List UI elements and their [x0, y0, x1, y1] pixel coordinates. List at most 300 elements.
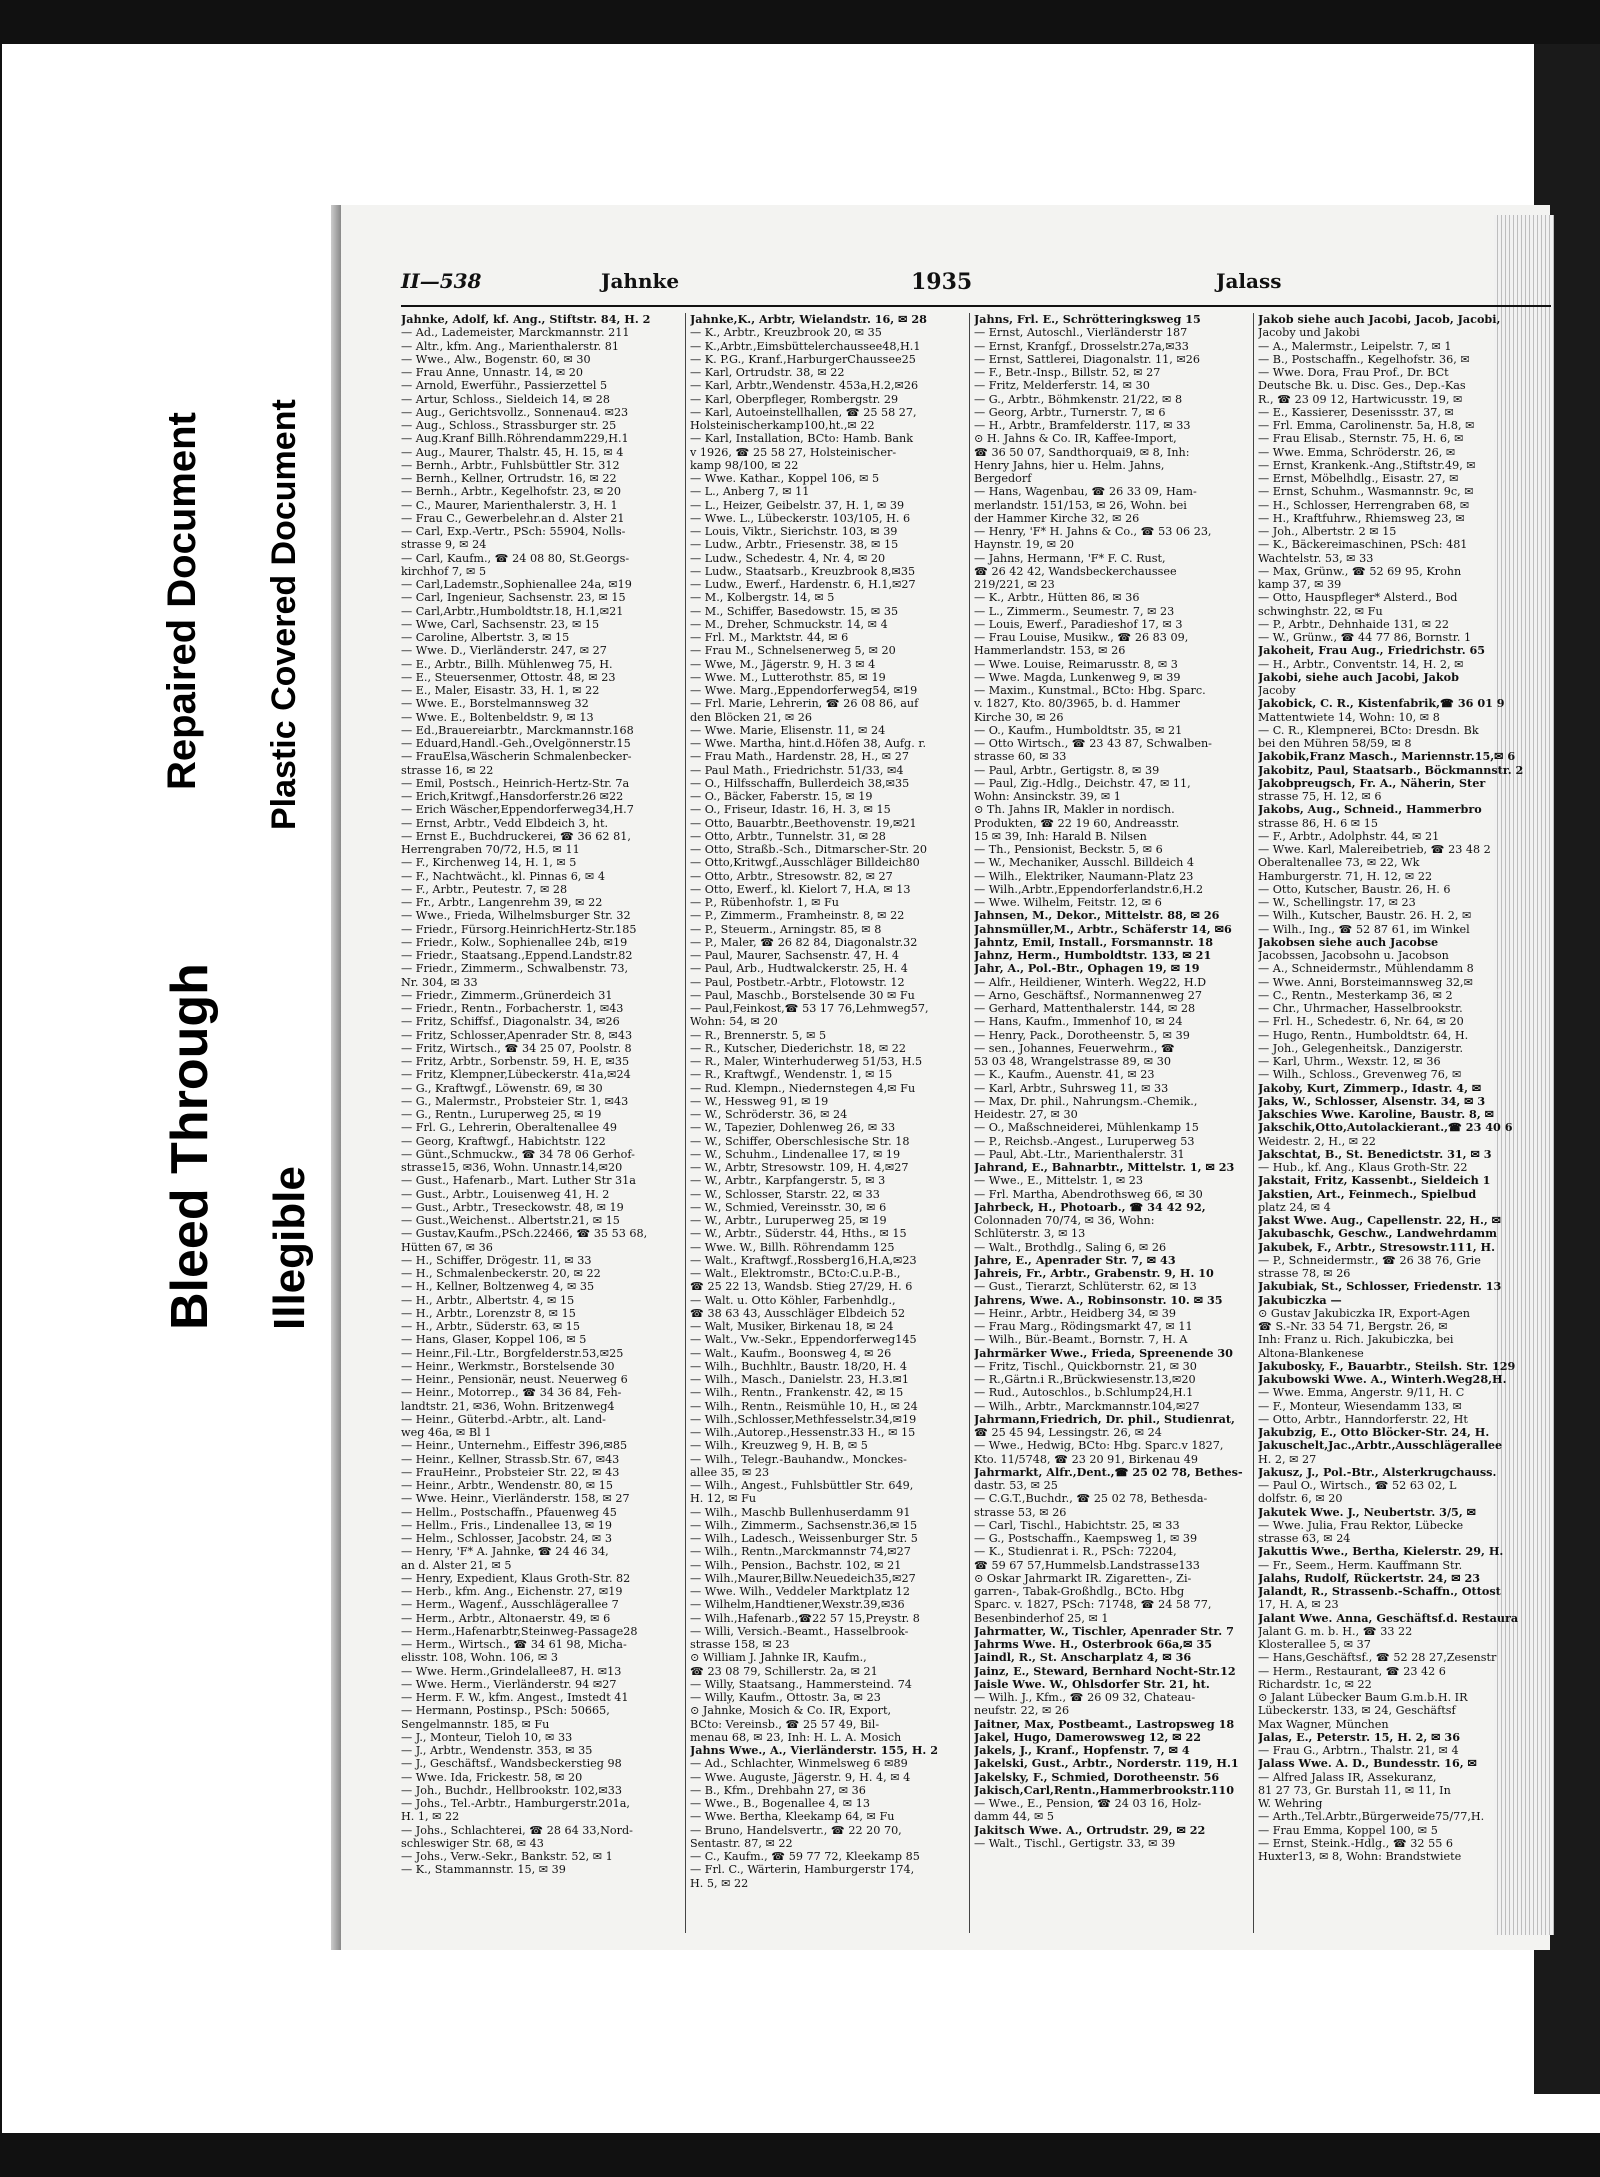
directory-entry: — W., Arbtr, Stresowstr. 109, H. 4,✉27	[690, 1161, 909, 1174]
directory-entry: — Walt, Musiker, Birkenau 18, ✉ 24	[690, 1320, 894, 1333]
directory-entry: — Th., Pensionist, Beckstr. 5, ✉ 6	[974, 843, 1163, 856]
directory-entry: Holsteinischerkamp100,ht.,✉ 22	[690, 419, 875, 432]
directory-entry: — Hans, Glaser, Koppel 106, ✉ 5	[401, 1333, 587, 1347]
directory-entry: — Fritz, Wirtsch., ☎ 34 25 07, Poolstr. 8	[401, 1041, 632, 1055]
directory-entry: Jakitsch Wwe. A., Ortrudstr. 29, ✉ 22	[974, 1823, 1206, 1837]
directory-entry: Max Wagner, München	[1258, 1717, 1389, 1731]
directory-entry: — P., Reichsb.-Angest., Luruperweg 53	[974, 1134, 1195, 1148]
directory-entry: — Aug.Kranf Billh.Röhrendamm229,H.1	[401, 432, 629, 446]
directory-entry: — Hugo, Rentn., Humboldtstr. 64, H.	[1258, 1028, 1469, 1042]
directory-entry: — Wwe. M., Lutterothstr. 85, ✉ 19	[690, 670, 886, 684]
directory-entry: Jaitner, Max, Postbeamt., Lastropsweg 18	[974, 1717, 1235, 1731]
directory-entry: 53 03 48, Wrangelstrasse 89, ✉ 30	[974, 1055, 1171, 1068]
scanner-top-border	[0, 0, 1600, 44]
directory-entry: Jaisle Wwe. W., Ohlsdorfer Str. 21, ht.	[974, 1677, 1210, 1691]
directory-entry: Jahrmarkt, Alfr.,Dent.,☎ 25 02 78, Bethes-	[974, 1465, 1243, 1479]
directory-entry: — Wwe. Emma, Angerstr. 9/11, H. C	[1258, 1386, 1465, 1400]
directory-entry: — W., Arbtr., Süderstr. 44, Hths., ✉ 15	[690, 1227, 907, 1241]
condition-stamps	[160, 330, 314, 1330]
directory-entry: — Wilh., Kreuzweg 9, H. B, ✉ 5	[690, 1439, 868, 1453]
directory-entry: — Günt.,Schmuckw., ☎ 34 78 06 Gerhof-	[401, 1147, 635, 1161]
directory-entry: — Ernst, Krankenk.-Ang.,Stiftstr.49, ✉	[1258, 458, 1476, 472]
directory-entry: Colonnaden 70/74, ✉ 36, Wohn:	[974, 1214, 1155, 1227]
directory-entry: — Karl, Oberpfleger, Rombergstr. 29	[690, 392, 899, 406]
directory-entry: — Artur, Schloss., Sieldeich 14, ✉ 28	[401, 392, 611, 406]
directory-entry: — Heinr., Pensionär, neust. Neuerweg 6	[401, 1373, 628, 1386]
directory-entry: — Bruno, Handelsvertr., ☎ 22 20 70,	[690, 1823, 902, 1837]
directory-entry: — Wilh.,Autorep.,Hessenstr.33 H., ✉ 15	[690, 1426, 916, 1439]
directory-entry: — Ludw., Ewerf., Hardenstr. 6, H.1,✉27	[690, 578, 916, 591]
directory-entry: Jalandt, R., Strassenb.-Schaffn., Ottost	[1258, 1585, 1501, 1598]
directory-entry: — F., Arbtr., Peutestr. 7, ✉ 28	[401, 882, 568, 896]
directory-entry: Wohn: Ansinckstr. 39, ✉ 1	[974, 790, 1121, 803]
directory-entry: — E., Steuersenmer, Ottostr. 48, ✉ 23	[401, 670, 616, 684]
directory-entry: — H., Arbtr., Conventstr. 14, H. 2, ✉	[1258, 657, 1464, 671]
directory-entry: — Paul, Maurer, Sachsenstr. 47, H. 4	[690, 949, 900, 962]
directory-entry: — Wilh., Maschb Bullenhuserdamm 91	[690, 1505, 911, 1519]
directory-entry: — Heinr., Arbtr., Heidberg 34, ✉ 39	[974, 1306, 1177, 1320]
directory-entry: — L., Anberg 7, ✉ 11	[690, 485, 810, 499]
directory-entry: Jalass Wwe. A. D., Bundesstr. 16, ✉	[1258, 1757, 1477, 1771]
directory-entry: — Louis, Ewerf., Paradieshof 17, ✉ 3	[974, 617, 1183, 631]
directory-entry: — Karl, Arbtr., Suhrsweg 11, ✉ 33	[974, 1081, 1169, 1095]
directory-entry: — Bernh., Arbtr., Kegelhofstr. 23, ✉ 20	[401, 485, 621, 499]
directory-entry: — Wwe. Heinr., Vierländerstr. 158, ✉ 27	[401, 1492, 630, 1506]
directory-entry: — Johs., Tel.-Arbtr., Hamburgerstr.201a,	[401, 1797, 630, 1810]
directory-entry: — W., Mechaniker, Ausschl. Billdeich 4	[974, 856, 1194, 870]
directory-entry: — Fritz, Schlosser,Apenrader Str. 8, ✉43	[401, 1028, 633, 1042]
directory-entry: Jalahs, Rudolf, Rückertstr. 24, ✉ 23	[1258, 1571, 1481, 1585]
directory-entry: — Wwe. Julia, Frau Rektor, Lübecke	[1258, 1518, 1464, 1532]
directory-entry: — Herm.,Hafenarbtr,Steinweg-Passage28	[401, 1624, 638, 1638]
directory-entry: — Hellm., Fris., Lindenallee 13, ✉ 19	[401, 1518, 612, 1532]
directory-entry: Jakels, J., Kranf., Hopfenstr. 7, ✉ 4	[974, 1744, 1190, 1757]
column-4	[1253, 313, 1543, 1933]
directory-entry: — H., Schlosser, Herrengraben 68, ✉	[1258, 498, 1470, 512]
directory-entry: — Ernst E., Buchdruckerei, ☎ 36 62 81,	[401, 829, 631, 843]
directory-entry: — O., Friseur, Idastr. 16, H. 3, ✉ 15	[690, 803, 891, 817]
directory-entry: — K., Studienrat i. R., PSch: 72204,	[974, 1545, 1177, 1559]
directory-columns	[401, 313, 1551, 1933]
directory-entry: — Friedr., Zimmerm.,Grünerdeich 31	[401, 988, 613, 1002]
directory-entry: — Frau G., Arbtrn., Thalstr. 21, ✉ 4	[1258, 1744, 1459, 1757]
directory-entry: — Ernst, Steink.-Hdlg., ☎ 32 55 6	[1258, 1836, 1454, 1850]
directory-entry: — Karl, Ortrudstr. 38, ✉ 22	[690, 366, 845, 379]
directory-entry: ☎ S.-Nr. 33 54 71, Bergstr. 26, ✉	[1258, 1320, 1448, 1333]
directory-entry: — Paul, Zig.-Hdlg., Deichstr. 47, ✉ 11,	[974, 776, 1191, 790]
page-header	[401, 267, 1551, 307]
directory-entry: — Wilh., Angest., Fuhlsbüttler Str. 649,	[690, 1479, 914, 1492]
directory-entry: — C., Kaufm., ☎ 59 77 72, Kleekamp 85	[690, 1850, 920, 1863]
directory-entry: — Friedr., Rentn., Forbacherstr. 1, ✉43	[401, 1002, 624, 1015]
directory-entry: kamp 37, ✉ 39	[1258, 578, 1342, 591]
directory-entry: — Heinr., Unternehm., Eiffestr 396,✉85	[401, 1439, 628, 1453]
directory-entry: Jahns, Frl. E., Schrötteringksweg 15	[974, 313, 1201, 326]
directory-entry: Schlüterstr. 3, ✉ 13	[974, 1227, 1086, 1241]
directory-entry: — Friedr., Staatsang.,Eppend.Landstr.82	[401, 949, 633, 962]
directory-entry: — G., Arbtr., Böhmkenstr. 21/22, ✉ 8	[974, 392, 1183, 406]
directory-entry: Jacobssen, Jacobsohn u. Jacobson	[1258, 949, 1449, 962]
directory-entry: ⊙ Th. Jahns IR, Makler in nordisch.	[974, 803, 1175, 817]
directory-entry: Jakobick, C. R., Kistenfabrik,☎ 36 01 9	[1258, 697, 1505, 711]
directory-entry: — Wilh., Pension., Bachstr. 102, ✉ 21	[690, 1558, 902, 1572]
directory-entry: — Otto,Kritwgf.,Ausschläger Billdeich80	[690, 856, 920, 870]
directory-entry: — P., Schneidermstr., ☎ 26 38 76, Grie	[1258, 1253, 1481, 1267]
directory-entry: — Wilh., Rentn., Reismühle 10, H., ✉ 24	[690, 1399, 918, 1413]
directory-entry: Produkten, ☎ 22 19 60, Andreasstr.	[974, 816, 1180, 830]
directory-entry: — E., Maler, Eisastr. 33, H. 1, ✉ 22	[401, 684, 600, 697]
directory-entry: platz 24, ✉ 4	[1258, 1200, 1331, 1214]
directory-entry: — Gustav,Kaufm.,PSch.22466, ☎ 35 53 68,	[401, 1227, 648, 1241]
directory-entry: Jakob siehe auch Jacobi, Jacob, Jacobi,	[1258, 313, 1501, 326]
directory-entry: Richardstr. 1c, ✉ 22	[1258, 1677, 1372, 1691]
directory-entry: Jalant Wwe. Anna, Geschäftsf.d. Restaura	[1258, 1611, 1519, 1625]
directory-entry: ⊙ Oskar Jahrmarkt IR. Zigaretten-, Zi-	[974, 1571, 1192, 1585]
directory-entry: — Herm., Restaurant, ☎ 23 42 6	[1258, 1664, 1446, 1678]
directory-entry: — Wwe. Herm., Vierländerstr. 94 ✉27	[401, 1677, 617, 1691]
directory-entry: R., ☎ 23 09 12, Hartwicusstr. 19, ✉	[1258, 392, 1463, 406]
directory-entry: — Ernst, Arbtr., Vedd Elbdeich 3, ht.	[401, 816, 609, 830]
directory-entry: — Paul, Arbtr., Gertigstr. 8, ✉ 39	[974, 763, 1160, 777]
directory-entry: — Wwe. Marie, Elisenstr. 11, ✉ 24	[690, 723, 886, 737]
directory-entry: — Walt., Brothdlg., Saling 6, ✉ 26	[974, 1240, 1167, 1254]
directory-entry: — Carl, Kaufm., ☎ 24 08 80, St.Georgs-	[401, 551, 630, 565]
directory-entry: — Ed.,Brauereiarbtr., Marckmannstr.168	[401, 723, 634, 737]
directory-entry: — Wwe. Auguste, Jägerstr. 9, H. 4, ✉ 4	[690, 1770, 911, 1784]
directory-entry: ☎ 36 50 07, Sandthorquai9, ✉ 8, Inh:	[974, 445, 1190, 459]
directory-entry: Jakutek Wwe. J., Neubertstr. 3/5, ✉	[1258, 1505, 1476, 1519]
directory-entry: Jakst Wwe. Aug., Capellenstr. 22, H., ✉	[1258, 1214, 1502, 1227]
directory-entry: — Joh., Gelegenheitsk., Danzigerstr.	[1258, 1041, 1464, 1055]
directory-entry: — Hans,Geschäftsf., ☎ 52 28 27,Zesenstr	[1258, 1651, 1497, 1665]
directory-entry: — Wwe. Kathar., Koppel 106, ✉ 5	[690, 472, 880, 485]
directory-entry: — H., Kraftfuhrw., Rhiemsweg 23, ✉	[1258, 511, 1465, 525]
directory-entry: Jakubek, F., Arbtr., Stresowstr.111, H.	[1258, 1240, 1496, 1254]
directory-entry: — Ludw., Staatsarb., Kreuzbrook 8,✉35	[690, 564, 916, 578]
directory-entry: ⊙ H. Jahns & Co. IR, Kaffee-Import,	[974, 432, 1177, 446]
directory-entry: Jaks, W., Schlosser, Alsenstr. 34, ✉ 3	[1258, 1094, 1486, 1108]
directory-entry: — Wwe. Martha, hint.d.Höfen 38, Aufg. r.	[690, 737, 927, 750]
directory-entry: — W., Schröderstr. 36, ✉ 24	[690, 1108, 848, 1121]
directory-entry: Jakobi, siehe auch Jacobi, Jakob	[1258, 670, 1459, 684]
directory-entry: — Wwe. Dora, Frau Prof., Dr. BCt	[1258, 366, 1449, 379]
directory-entry: Jakoby, Kurt, Zimmerp., Idastr. 4, ✉	[1258, 1081, 1482, 1095]
directory-entry: Jahrms Wwe. H., Osterbrook 66a,✉ 35	[974, 1638, 1213, 1651]
directory-entry: — Wwe. E., Boltenbeldstr. 9, ✉ 13	[401, 710, 594, 724]
directory-entry: — Erich,Kritwgf.,Hansdorferstr.26 ✉22	[401, 790, 624, 803]
directory-entry: — C., Maurer, Marienthalerstr. 3, H. 1	[401, 498, 618, 512]
directory-entry: 17, H. A, ✉ 23	[1258, 1598, 1339, 1612]
directory-entry: ☎ 25 45 94, Lessingstr. 26, ✉ 24	[974, 1426, 1162, 1439]
directory-entry: — Willi, Versich.-Beamt., Hasselbrook-	[690, 1624, 909, 1638]
directory-entry: — H., Schmalenbeckerstr. 20, ✉ 22	[401, 1267, 601, 1280]
directory-entry: 81 27 73, Gr. Burstah 11, ✉ 11, In	[1258, 1783, 1451, 1797]
directory-entry: — Wwe., Alw., Bogenstr. 60, ✉ 30	[401, 352, 591, 366]
directory-entry: — Frl. Martha, Abendrothsweg 66, ✉ 30	[974, 1187, 1203, 1201]
directory-entry: H. 5, ✉ 22	[690, 1876, 749, 1890]
directory-entry: — B., Kfm., Drehbahn 27, ✉ 36	[690, 1783, 866, 1797]
directory-entry: Jakoheit, Frau Aug., Friedrichstr. 65	[1258, 644, 1486, 658]
directory-entry: — Jahns, Hermann, 'F* F. C. Rust,	[974, 551, 1166, 565]
directory-entry: — Otto, Kutscher, Baustr. 26, H. 6	[1258, 882, 1451, 896]
directory-entry: — Wwe., Hedwig, BCto: Hbg. Sparc.v 1827,	[974, 1439, 1224, 1453]
directory-entry: — Fritz, Schiffsf., Diagonalstr. 34, ✉26	[401, 1015, 620, 1029]
directory-entry: — Frau Marg., Rödingsmarkt 47, ✉ 11	[974, 1320, 1193, 1333]
directory-entry: strasse 9, ✉ 24	[401, 538, 487, 552]
directory-entry: Nr. 304, ✉ 33	[401, 975, 478, 989]
directory-entry: Sengelmannstr. 185, ✉ Fu	[401, 1717, 550, 1731]
directory-entry: Inh: Franz u. Rich. Jakubiczka, bei	[1258, 1333, 1454, 1347]
directory-entry: v. 1827, Kto. 80/3965, b. d. Hammer	[974, 697, 1180, 711]
directory-entry: — H., Arbtr., Lorenzstr 8, ✉ 15	[401, 1306, 576, 1320]
directory-entry: Jahnsen, M., Dekor., Mittelstr. 88, ✉ 26	[974, 909, 1220, 923]
directory-entry: — Heinr., Motorrep., ☎ 34 36 84, Feh-	[401, 1386, 622, 1400]
directory-entry: — W., Grünw., ☎ 44 77 86, Bornstr. 1	[1258, 631, 1472, 644]
directory-entry: Jakelsky, F., Schmied, Dorotheenstr. 56	[974, 1770, 1220, 1784]
directory-entry: — Aug., Gerichtsvollz., Sonnenau4. ✉23	[401, 405, 629, 419]
directory-entry: — Joh., Albertstr. 2 ✉ 15	[1258, 525, 1397, 538]
directory-entry: ☎ 25 22 13, Wandsb. Stieg 27/29, H. 6	[690, 1280, 913, 1294]
directory-entry: — Wilh., Rentn., Frankenstr. 42, ✉ 15	[690, 1386, 904, 1400]
directory-entry: Jahnke,K., Arbtr, Wielandstr. 16, ✉ 28	[690, 313, 927, 326]
directory-entry: — O., Maßschneiderei, Mühlenkamp 15	[974, 1121, 1199, 1135]
directory-entry: — E., Arbtr., Billh. Mühlenweg 75, H.	[401, 657, 613, 671]
directory-entry: strasse 86, H. 6 ✉ 15	[1258, 816, 1378, 830]
directory-entry: ☎ 23 08 79, Schillerstr. 2a, ✉ 21	[690, 1664, 878, 1678]
directory-entry: — Fr., Arbtr., Langenrehm 39, ✉ 22	[401, 896, 603, 909]
directory-entry: — Carl, Exp.-Vertr., PSch: 55904, Nolls-	[401, 525, 626, 538]
directory-entry: — Emil, Postsch., Heinrich-Hertz-Str. 7a	[401, 776, 630, 790]
directory-entry: strasse 78, ✉ 26	[1258, 1267, 1351, 1280]
directory-entry: — Frl. Emma, Carolinenstr. 5a, H.8, ✉	[1258, 419, 1475, 432]
directory-entry: allee 35, ✉ 23	[690, 1465, 770, 1479]
column-2	[685, 313, 965, 1933]
directory-entry: Jakobsen siehe auch Jacobse	[1258, 935, 1439, 949]
directory-entry: — H., Arbtr., Süderstr. 63, ✉ 15	[401, 1320, 581, 1333]
directory-entry: — R., Brennerstr. 5, ✉ 5	[690, 1028, 827, 1042]
directory-entry: Jakobik,Franz Masch., Mariennstr.15,✉ 6	[1258, 750, 1516, 764]
directory-entry: — R., Kutscher, Diederichstr. 18, ✉ 22	[690, 1041, 907, 1055]
directory-entry: — Hub., kf. Ang., Klaus Groth-Str. 22	[1258, 1161, 1468, 1174]
directory-entry: — Henry, 'F* H. Jahns & Co., ☎ 53 06 23,	[974, 525, 1212, 538]
directory-entry: Jakschies Wwe. Karoline, Baustr. 8, ✉	[1258, 1108, 1494, 1121]
directory-entry: — A., Malermstr., Leipelstr. 7, ✉ 1	[1258, 339, 1452, 353]
directory-entry: — Ludw., Arbtr., Friesenstr. 38, ✉ 15	[690, 538, 899, 552]
directory-entry: — Carl,Arbtr.,Humboldtstr.18, H.1,✉21	[401, 604, 624, 618]
directory-entry: ⊙ Gustav Jakubiczka IR, Export-Agen	[1258, 1306, 1470, 1320]
directory-entry: — Otto, Arbtr., Hanndorferstr. 22, Ht	[1258, 1412, 1468, 1426]
directory-entry: strasse 63, ✉ 24	[1258, 1532, 1351, 1545]
directory-entry: — Wilh.,Maurer,Billw.Neuedeich35,✉27	[690, 1571, 916, 1585]
directory-entry: kamp 98/100, ✉ 22	[690, 458, 799, 472]
directory-entry: Jalas, E., Peterstr. 15, H. 2, ✉ 36	[1258, 1730, 1461, 1744]
directory-entry: bei den Mühren 58/59, ✉ 8	[1258, 737, 1412, 750]
directory-entry: Weidestr. 2, H., ✉ 22	[1258, 1134, 1376, 1148]
directory-entry: — Paul Math., Friedrichstr. 51/33, ✉4	[690, 763, 904, 777]
directory-entry: — K.,Arbtr.,Eimsbüttelerchaussee48,H.1	[690, 339, 921, 353]
directory-entry: — Frl. H., Schedestr. 6, Nr. 64, ✉ 20	[1258, 1015, 1464, 1029]
directory-entry: — Paul, Arb., Hudtwalckerstr. 25, H. 4	[690, 962, 908, 976]
directory-entry: Jahns Wwe., A., Vierländerstr. 155, H. 2	[690, 1744, 938, 1757]
directory-entry: — P., Maler, ☎ 26 82 84, Diagonalstr.32	[690, 935, 918, 949]
directory-entry: damm 44, ✉ 5	[974, 1810, 1055, 1824]
directory-entry: Jahnz, Herm., Humboldtstr. 133, ✉ 21	[974, 949, 1212, 962]
directory-entry: Besenbinderhof 25, ✉ 1	[974, 1611, 1109, 1625]
directory-entry: — K., Stammannstr. 15, ✉ 39	[401, 1863, 566, 1877]
directory-entry: Jakel, Hugo, Damerowsweg 12, ✉ 22	[974, 1730, 1202, 1744]
directory-entry: — Frau Emma, Koppel 100, ✉ 5	[1258, 1823, 1438, 1837]
directory-entry: — Otto, Arbtr., Stresowstr. 82, ✉ 27	[690, 869, 893, 883]
directory-entry: Deutsche Bk. u. Disc. Ges., Dep.-Kas	[1258, 379, 1466, 393]
directory-entry: H. 1, ✉ 22	[401, 1810, 460, 1824]
directory-entry: — Heinr., Arbtr., Wendenstr. 80, ✉ 15	[401, 1479, 613, 1492]
directory-entry: — Fritz, Arbtr., Sorbenstr. 59, H. E, ✉35	[401, 1055, 630, 1068]
directory-entry: Jahreis, Fr., Arbtr., Grabenstr. 9, H. 10	[974, 1267, 1214, 1280]
directory-entry: an d. Alster 21, ✉ 5	[401, 1558, 512, 1572]
directory-entry: Jainz, E., Steward, Bernhard Nocht-Str.12	[974, 1664, 1236, 1678]
directory-entry: — Wwe., Frieda, Wilhelmsburger Str. 32	[401, 909, 631, 923]
scanner-bottom-border	[0, 2133, 1600, 2177]
directory-entry: strasse 158, ✉ 23	[690, 1638, 790, 1651]
directory-entry: — Herm., Wirtsch., ☎ 34 61 98, Micha-	[401, 1638, 627, 1651]
directory-entry: — Gerhard, Mattenthalerstr. 144, ✉ 28	[974, 1002, 1196, 1015]
directory-entry: — Wilh. J., Kfm., ☎ 26 09 32, Chateau-	[974, 1691, 1196, 1704]
directory-entry: — W., Arbtr., Luruperweg 25, ✉ 19	[690, 1214, 887, 1227]
directory-entry: — Fritz, Tischl., Quickbornstr. 21, ✉ 30	[974, 1359, 1197, 1373]
directory-entry: Jahnke, Adolf, kf. Ang., Stiftstr. 84, H. 2	[401, 313, 651, 326]
directory-entry: — Georg, Arbtr., Turnerstr. 7, ✉ 6	[974, 405, 1166, 419]
directory-entry: — Fr., Seem., Herm. Kauffmann Str.	[1258, 1558, 1463, 1572]
directory-entry: — Paul, Postbetr.-Arbtr., Flotowstr. 12	[690, 975, 905, 989]
directory-entry: v 1926, ☎ 25 58 27, Holsteinischer-	[690, 445, 897, 459]
directory-entry: Jakobpreugsch, Fr. A., Näherin, Ster	[1258, 776, 1486, 790]
directory-entry: — Wilh., Telegr.-Bauhandw., Monckes-	[690, 1452, 907, 1466]
directory-entry: — Wwe. W., Billh. Röhrendamm 125	[690, 1240, 895, 1254]
directory-entry: Jakstien, Art., Feinmech., Spielbud	[1258, 1187, 1477, 1201]
directory-entry: — Rud. Klempn., Niedernstegen 4,✉ Fu	[690, 1081, 916, 1095]
directory-entry: Jahnsmüller,M., Arbtr., Schäferstr 14, ✉6	[974, 922, 1232, 936]
directory-entry: — Paul, Maschb., Borstelsende 30 ✉ Fu	[690, 988, 915, 1002]
directory-entry: strasse 75, H. 12, ✉ 6	[1258, 790, 1382, 803]
directory-entry: — Walt., Vw.-Sekr., Eppendorferweg145	[690, 1333, 917, 1347]
directory-entry: Jacoby	[1258, 684, 1296, 697]
directory-entry: — Otto, Arbtr., Tunnelstr. 31, ✉ 28	[690, 829, 886, 843]
directory-entry: Sentastr. 87, ✉ 22	[690, 1836, 793, 1850]
directory-entry: — Chr., Uhrmacher, Hasselbrookstr.	[1258, 1002, 1463, 1015]
directory-entry: — Henry, 'F* A. Jahnke, ☎ 24 46 34,	[401, 1545, 609, 1559]
directory-entry: — P., Steuerm., Arningstr. 85, ✉ 8	[690, 922, 882, 936]
directory-entry: — Walt., Elektromstr., BCto:C.u.P.-B.,	[690, 1267, 901, 1280]
directory-entry: strasse 60, ✉ 33	[974, 750, 1067, 764]
directory-entry: — M., Schiffer, Basedowstr. 15, ✉ 35	[690, 604, 899, 618]
directory-entry: — Georg, Kraftwgf., Habichtstr. 122	[401, 1134, 606, 1148]
directory-entry: — Caroline, Albertstr. 3, ✉ 15	[401, 631, 570, 644]
directory-entry: — Gust.,Weichenst.. Albertstr.21, ✉ 15	[401, 1214, 620, 1227]
directory-entry: — A., Schneidermstr., Mühlendamm 8	[1258, 962, 1474, 976]
directory-entry: ⊙ Jalant Lübecker Baum G.m.b.H. IR	[1258, 1691, 1468, 1704]
directory-entry: Bergedorf	[974, 472, 1032, 485]
directory-entry: Klosterallee 5, ✉ 37	[1258, 1638, 1371, 1651]
directory-entry: Mattentwiete 14, Wohn: 10, ✉ 8	[1258, 710, 1440, 724]
directory-entry: — Wilh.,Schlosser,Methfesselstr.34,✉19	[690, 1412, 917, 1426]
directory-entry: — Henry, Expedient, Klaus Groth-Str. 82	[401, 1571, 631, 1585]
directory-entry: — Rud., Autoschlos., b.Schlump24,H.1	[974, 1386, 1194, 1400]
directory-entry: — Wwe, Carl, Sachsenstr. 23, ✉ 15	[401, 617, 600, 631]
directory-entry: — Frl. G., Lehrerin, Oberaltenallee 49	[401, 1121, 617, 1135]
directory-entry: — M., Dreher, Schmuckstr. 14, ✉ 4	[690, 617, 888, 631]
directory-entry: Jahrmärker Wwe., Frieda, Spreenende 30	[974, 1346, 1233, 1360]
page-number: II—538	[401, 269, 482, 293]
directory-entry: — R., Kraftwgf., Wendenstr. 1, ✉ 15	[690, 1068, 893, 1082]
directory-entry: — F., Arbtr., Adolphstr. 44, ✉ 21	[1258, 829, 1440, 843]
directory-entry: — Johs., Verw.-Sekr., Bankstr. 52, ✉ 1	[401, 1850, 613, 1863]
directory-entry: strasse15, ✉36, Wohn. Unnastr.14,✉20	[401, 1161, 623, 1174]
directory-entry: — O., Kaufm., Humboldtstr. 35, ✉ 21	[974, 723, 1183, 737]
directory-entry: — Alfr., Heildiener, Winterh. Weg22, H.D	[974, 975, 1207, 989]
directory-entry: — Wilh.,Arbtr.,Eppendorferlandstr.6,H.2	[974, 882, 1204, 896]
directory-entry: ☎ 26 42 42, Wandsbeckerchaussee	[974, 564, 1177, 578]
directory-entry: Jahrand, E., Bahnarbtr., Mittelstr. 1, ✉ 23	[974, 1161, 1235, 1174]
directory-entry: — H., Kellner, Boltzenweg 4, ✉ 35	[401, 1280, 595, 1294]
directory-entry: — H., Arbtr., Bramfelderstr. 117, ✉ 33	[974, 419, 1191, 432]
directory-entry: — Bernh., Arbtr., Fuhlsbüttler Str. 312	[401, 458, 620, 472]
directory-entry: — Karl, Autoeinstellhallen, ☎ 25 58 27,	[690, 405, 917, 419]
directory-entry: dastr. 53, ✉ 25	[974, 1479, 1058, 1492]
directory-entry: Wachtelstr. 53, ✉ 33	[1258, 551, 1374, 565]
directory-entry: ⊙ William J. Jahnke IR, Kaufm.,	[690, 1651, 867, 1665]
directory-entry: — Wilhelm,Handtiener,Wexstr.39,✉36	[690, 1598, 905, 1612]
column-3	[969, 313, 1249, 1933]
directory-entry: — Wilh.,Hafenarb.,☎22 57 15,Preystr. 8	[690, 1611, 920, 1625]
directory-entry: der Hammer Kirche 32, ✉ 26	[974, 511, 1140, 525]
directory-entry: — FrauElsa,Wäscherin Schmalenbecker-	[401, 750, 632, 764]
header-keyword-left: Jahnke	[601, 269, 680, 293]
directory-entry: — K. P.G., Kranf.,HarburgerChaussee25	[690, 352, 916, 366]
directory-entry: — K., Bäckereimaschinen, PSch: 481	[1258, 538, 1468, 552]
directory-entry: W. Wehring	[1258, 1797, 1323, 1810]
directory-entry: — J., Geschäftsf., Wandsbeckerstieg 98	[401, 1757, 622, 1771]
directory-entry: Jahre, E., Apenrader Str. 7, ✉ 43	[974, 1253, 1176, 1267]
directory-entry: — Paul,Feinkost,☎ 53 17 76,Lehmweg57,	[690, 1002, 929, 1015]
directory-entry: — G., Postschaffn., Kaempsweg 1, ✉ 39	[974, 1532, 1198, 1545]
directory-entry: — Eduard,Handl.-Geh.,Ovelgönnerstr.15	[401, 737, 631, 750]
directory-entry: — B., Postschaffn., Kegelhofstr. 36, ✉	[1258, 352, 1470, 366]
directory-entry: — Herm., Wagenf., Ausschlägerallee 7	[401, 1598, 619, 1612]
directory-entry: — Carl, Tischl., Habichtstr. 25, ✉ 33	[974, 1518, 1180, 1532]
directory-entry: — Louis, Viktr., Sierichstr. 103, ✉ 39	[690, 525, 898, 538]
directory-entry: Jahrens, Wwe. A., Robinsonstr. 10. ✉ 35	[974, 1293, 1223, 1307]
directory-entry: — Wilh., Bür.-Beamt., Bornstr. 7, H. A	[974, 1333, 1188, 1347]
directory-entry: Jakubzig, E., Otto Blöcker-Str. 24, H.	[1258, 1426, 1490, 1439]
directory-entry: ☎ 59 67 57,Hummelsb.Landstrasse133	[974, 1558, 1200, 1572]
directory-entry: — Wilh., Elektriker, Naumann-Platz 23	[974, 869, 1194, 883]
directory-entry: — Heinr., Kellner, Strassb.Str. 67, ✉43	[401, 1452, 620, 1466]
directory-entry: Jakubowski Wwe. A., Winterh.Weg28,H.	[1258, 1373, 1507, 1386]
directory-entry: weg 46a, ✉ Bl 1	[401, 1426, 492, 1439]
directory-entry: Hamburgerstr. 71, H. 12, ✉ 22	[1258, 869, 1433, 883]
directory-entry: — K., Arbtr., Hütten 86, ✉ 36	[974, 591, 1140, 605]
directory-entry: — Hellm., Postschaffn., Pfauenweg 45	[401, 1505, 617, 1519]
directory-entry: — Henry, Pack., Dorotheenstr. 5, ✉ 39	[974, 1028, 1190, 1042]
directory-entry: — Hans, Wagenbau, ☎ 26 33 09, Ham-	[974, 485, 1197, 499]
directory-entry: — Friedr., Kolw., Sophienallee 24b, ✉19	[401, 935, 628, 949]
directory-entry: Jakuttis Wwe., Bertha, Kielerstr. 29, H.	[1258, 1545, 1504, 1559]
directory-entry: — Gust., Tierarzt, Schlüterstr. 62, ✉ 13	[974, 1280, 1197, 1294]
directory-entry: — Otto, Bauarbtr.,Beethovenstr. 19,✉21	[690, 816, 917, 830]
directory-entry: — F., Nachtwächt., kl. Pinnas 6, ✉ 4	[401, 869, 605, 883]
directory-entry: — Frl. M., Marktstr. 44, ✉ 6	[690, 631, 849, 644]
directory-entry: — Max, Dr. phil., Nahrungsm.-Chemik.,	[974, 1094, 1198, 1108]
